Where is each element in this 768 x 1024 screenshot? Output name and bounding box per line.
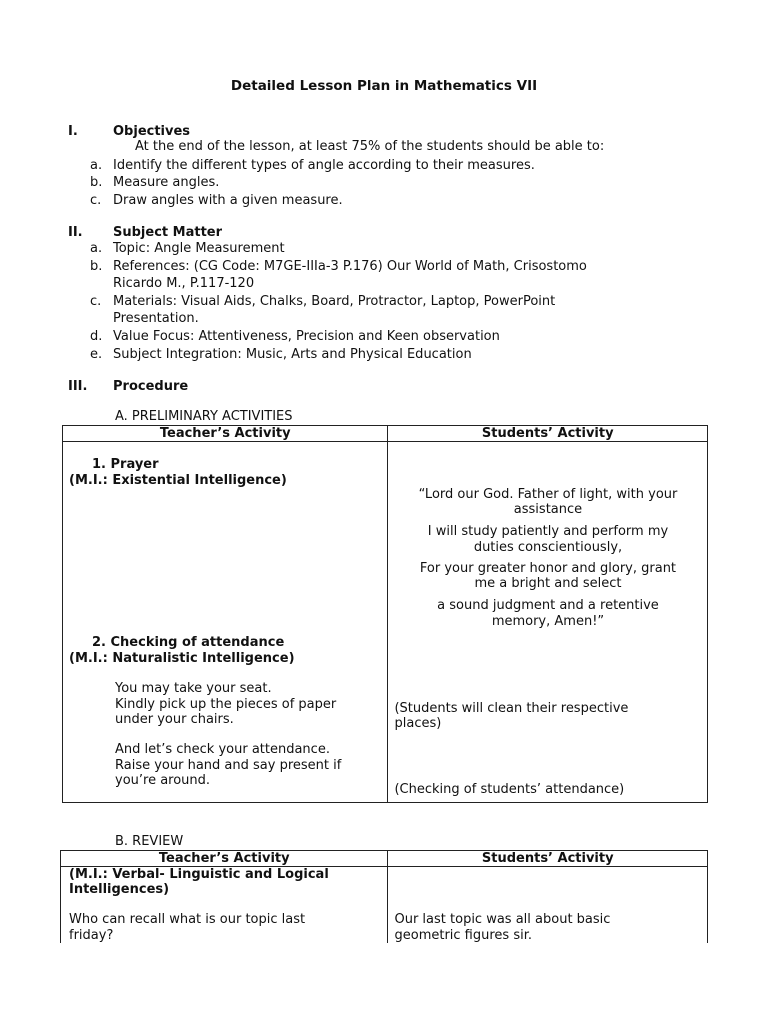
student-clean-line: places) <box>394 716 442 731</box>
teacher-activity-cell <box>63 442 388 803</box>
objective-item: Draw angles with a given measure. <box>113 193 343 208</box>
subject-item: References: (CG Code: M7GE-IIIa-3 P.176) Our World of Math, Crisostomo <box>113 259 587 274</box>
prayer-line: For your greater honor and glory, grant <box>419 561 677 576</box>
students-activity-cell <box>388 442 708 803</box>
review-students-cell <box>388 867 708 944</box>
objective-item: Measure angles. <box>113 175 220 190</box>
objectives-numeral: I. <box>68 124 78 139</box>
students-activity-header: Students’ Activity <box>388 426 708 442</box>
prayer-line: I will study patiently and perform my <box>427 524 669 539</box>
subject-item: Materials: Visual Aids, Chalks, Board, Protractor, Laptop, PowerPoint <box>113 294 556 309</box>
objective-marker: b. <box>90 175 103 190</box>
review-mi-line: (M.I.: Verbal- Linguistic and Logical <box>69 867 329 882</box>
objective-marker: a. <box>90 158 103 173</box>
objective-marker: c. <box>90 193 102 208</box>
subject-item: Value Focus: Attentiveness, Precision and Keen observation <box>113 329 500 344</box>
subject-marker: d. <box>90 329 103 344</box>
prayer-line: assistance <box>513 502 583 517</box>
subject-item: Subject Integration: Music, Arts and Physical Education <box>113 347 472 362</box>
objectives-heading: Objectives <box>113 124 191 139</box>
attendance-title: 2. Checking of attendance <box>92 635 285 650</box>
subject-marker: a. <box>90 241 103 256</box>
subject-matter-numeral: II. <box>68 225 83 240</box>
subject-item-continued: Presentation. <box>113 311 199 326</box>
subject-marker: b. <box>90 259 103 274</box>
objectives-intro: At the end of the lesson, at least 75% of the students should be able to: <box>135 139 605 154</box>
review-answer-line: Our last topic was all about basic <box>394 912 611 927</box>
teacher-line: Raise your hand and say present if <box>115 758 342 773</box>
subject-marker: e. <box>90 347 103 362</box>
student-clean-line: (Students will clean their respective <box>394 701 629 716</box>
prayer-line: duties conscientiously, <box>473 540 623 555</box>
subject-matter-heading: Subject Matter <box>113 225 223 240</box>
review-question-line: Who can recall what is our topic last <box>69 912 306 927</box>
teacher-line: And let’s check your attendance. <box>115 742 330 757</box>
prayer-line: me a bright and select <box>474 576 622 591</box>
review-students-header: Students’ Activity <box>388 851 708 867</box>
page-title: Detailed Lesson Plan in Mathematics VII <box>230 78 538 94</box>
preliminary-label: A. PRELIMINARY ACTIVITIES <box>115 409 293 424</box>
prayer-line: “Lord our God. Father of light, with your <box>418 487 678 502</box>
prayer-mi: (M.I.: Existential Intelligence) <box>69 473 287 488</box>
procedure-numeral: III. <box>68 379 88 394</box>
student-attendance-line: (Checking of students’ attendance) <box>394 782 625 797</box>
review-answer-line: geometric figures sir. <box>394 928 532 943</box>
review-teacher-cell <box>61 867 388 944</box>
teacher-activity-header: Teacher’s Activity <box>63 426 388 442</box>
review-label: B. REVIEW <box>115 834 184 849</box>
teacher-line: under your chairs. <box>115 712 234 727</box>
subject-item-continued: Ricardo M., P.117-120 <box>113 276 255 291</box>
prayer-title: 1. Prayer <box>92 457 159 472</box>
review-mi-line: Intelligences) <box>69 882 170 897</box>
prayer-line: a sound judgment and a retentive <box>437 598 659 613</box>
attendance-mi: (M.I.: Naturalistic Intelligence) <box>69 651 295 666</box>
procedure-heading: Procedure <box>113 379 189 394</box>
prayer-line: memory, Amen!” <box>491 614 605 629</box>
review-teacher-header: Teacher’s Activity <box>61 851 388 867</box>
teacher-line: You may take your seat. <box>115 681 272 696</box>
teacher-line: Kindly pick up the pieces of paper <box>115 697 337 712</box>
teacher-line: you’re around. <box>115 773 211 788</box>
review-question-line: friday? <box>69 928 114 943</box>
preliminary-table <box>62 425 708 803</box>
review-table <box>60 850 708 943</box>
objective-item: Identify the different types of angle according to their measures. <box>113 158 535 173</box>
subject-marker: c. <box>90 294 102 309</box>
subject-item: Topic: Angle Measurement <box>113 241 285 256</box>
